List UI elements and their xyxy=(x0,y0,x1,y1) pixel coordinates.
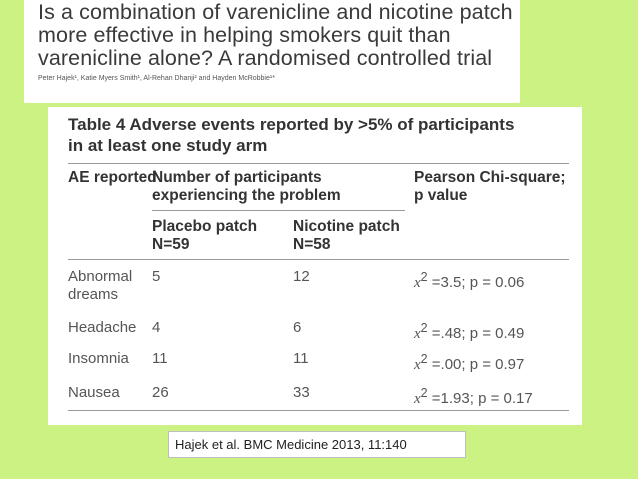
header-ae-reported: AE reported xyxy=(68,169,157,186)
paper-title-panel xyxy=(24,0,520,103)
table-top-rule xyxy=(68,163,569,164)
header-number-line-1: Number of participants xyxy=(152,169,322,186)
row-1-nicotine: 12 xyxy=(293,268,310,285)
chi-symbol: x xyxy=(414,391,421,407)
paper-title-line-1: Is a combination of varenicline and nicotine patch xyxy=(38,0,513,24)
header-nicotine-line-1: Nicotine patch xyxy=(293,218,400,235)
header-placebo-line-1: Placebo patch xyxy=(152,218,258,235)
header-bottom-rule xyxy=(68,259,569,260)
chi-symbol: x xyxy=(414,275,421,291)
chi-exponent: 2 xyxy=(420,270,428,284)
table-title-line-1: Table 4 Adverse events reported by >5% of participants xyxy=(68,115,515,134)
row-2-nicotine: 6 xyxy=(293,319,302,336)
header-placebo-patch xyxy=(152,218,257,254)
paper-title-line-2: more effective in helping smokers quit than xyxy=(38,23,451,47)
header-pearson-line-2: p value xyxy=(414,187,468,204)
row-1-placebo: 5 xyxy=(152,268,161,285)
row-3-placebo: 11 xyxy=(152,350,168,367)
row-1-chi-square xyxy=(414,268,524,292)
header-number-line-2: experiencing the problem xyxy=(152,187,341,204)
chi-value: =1.93; p = 0.17 xyxy=(427,390,533,407)
table-title xyxy=(68,114,573,156)
chi-exponent: 2 xyxy=(420,352,428,366)
table-bottom-rule xyxy=(68,410,569,411)
row-3-ae: Insomnia xyxy=(68,350,129,367)
row-1-ae-line-1: Abnormal xyxy=(68,268,133,285)
adverse-events-table xyxy=(48,107,582,425)
citation-caption: Hajek et al. BMC Medicine 2013, 11:140 xyxy=(168,431,466,458)
paper-title-line-3: varenicline alone? A randomised controlled trial xyxy=(38,46,493,70)
row-4-nicotine: 33 xyxy=(293,384,310,401)
header-pearson-chi-square xyxy=(414,169,566,205)
row-4-placebo: 26 xyxy=(152,384,169,401)
table-row-ae xyxy=(68,268,132,304)
row-4-ae: Nausea xyxy=(68,384,120,401)
header-pearson-line-1: Pearson Chi-square; xyxy=(414,169,566,186)
row-2-ae: Headache xyxy=(68,319,137,336)
chi-value: =.48; p = 0.49 xyxy=(427,325,525,342)
chi-symbol: x xyxy=(414,357,421,373)
header-placebo-line-2: N=59 xyxy=(152,236,190,253)
row-4-chi-square xyxy=(414,384,533,408)
row-3-nicotine: 11 xyxy=(293,350,309,367)
row-2-placebo: 4 xyxy=(152,319,161,336)
row-2-chi-square xyxy=(414,319,524,343)
header-nicotine-line-2: N=58 xyxy=(293,236,331,253)
chi-exponent: 2 xyxy=(420,321,428,335)
header-number-of-participants xyxy=(152,169,341,205)
chi-value: =3.5; p = 0.06 xyxy=(427,274,525,291)
header-nicotine-patch xyxy=(293,218,400,254)
row-1-ae-line-2: dreams xyxy=(68,286,119,303)
header-sub-rule xyxy=(152,210,405,211)
paper-title xyxy=(38,1,520,70)
chi-symbol: x xyxy=(414,326,421,342)
chi-exponent: 2 xyxy=(420,386,428,400)
table-title-line-2: in at least one study arm xyxy=(68,136,268,155)
chi-value: =.00; p = 0.97 xyxy=(427,356,525,373)
paper-authors: Peter Hajek¹, Katie Myers Smith¹, Al-Rehan Dhanji² and Hayden McRobbie¹* xyxy=(38,75,275,82)
row-3-chi-square xyxy=(414,350,524,374)
